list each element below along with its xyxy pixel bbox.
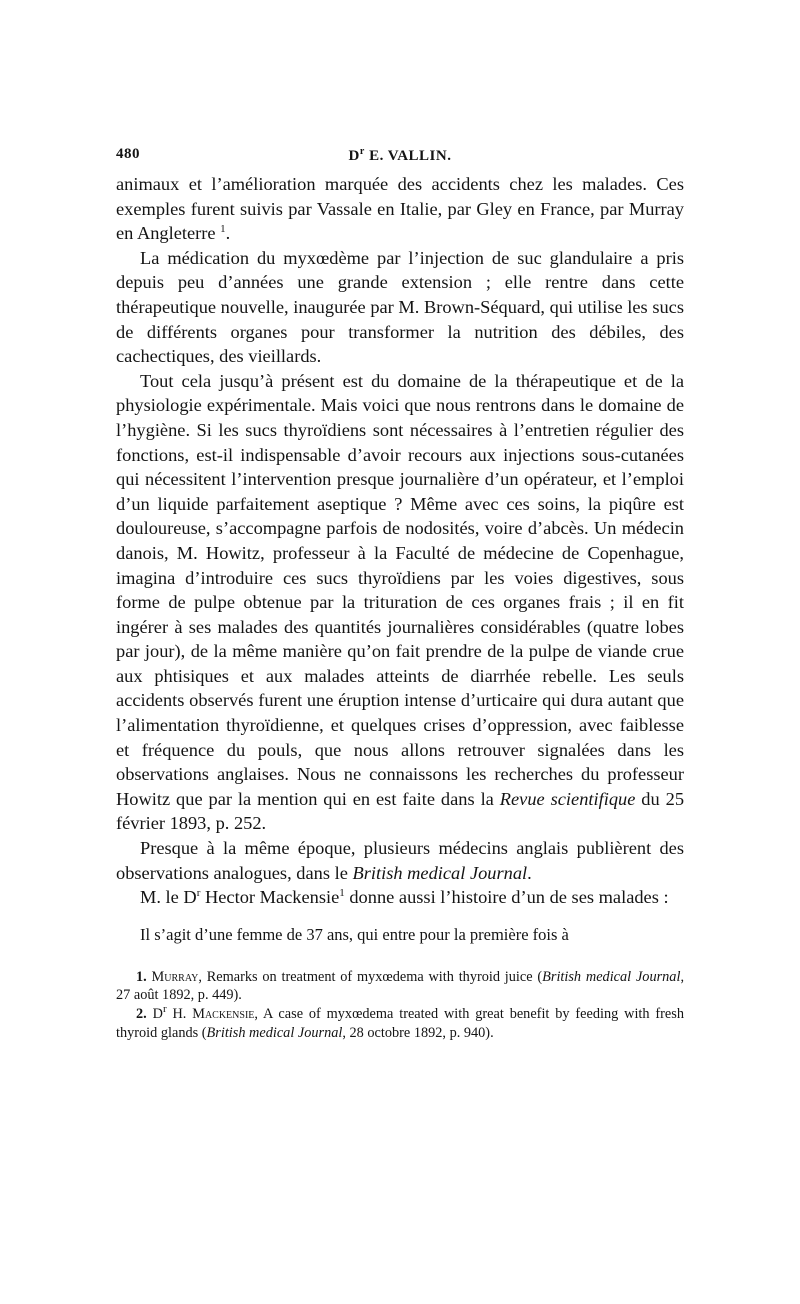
text-run: Hector Mackensie — [200, 887, 340, 908]
italic-title: British medical Journal — [542, 968, 681, 985]
paragraph — [116, 885, 684, 910]
italic-title: British medical Journal — [206, 1024, 343, 1041]
footnote-reference: 1 — [339, 887, 345, 900]
author-name: Mackensie — [192, 1006, 255, 1022]
text-run: , A case of myxœdema treated with great benefit by feeding with fresh thyroid glands ( — [116, 1006, 684, 1041]
footnote — [116, 968, 684, 1005]
paragraph — [116, 246, 684, 369]
paragraph — [116, 369, 684, 836]
italic-title: British medical Journal — [352, 862, 528, 883]
footnote-reference: 1 — [220, 223, 226, 236]
paragraph — [116, 836, 684, 885]
superscript: r — [162, 1003, 167, 1016]
page-number: 480 — [116, 146, 140, 162]
text-run: du 25 février 1893, p. 252. — [116, 788, 685, 834]
italic-title: Revue scientifique — [499, 788, 636, 809]
author-prefix-sup: r — [359, 146, 365, 157]
quoted-observation — [116, 924, 684, 946]
footnote-number: 2. — [136, 1006, 147, 1022]
footnote-number: 1. — [136, 968, 147, 985]
author-name: E. VALLIN. — [369, 148, 452, 164]
text-run: D — [152, 1006, 163, 1022]
running-title — [116, 146, 684, 165]
text-run: H. — [166, 1006, 193, 1022]
text-run: animaux et l’amélioration marquée des accidents chez les malades. Ces exemples furent suivis par Vassale en Italie, par Gley en France, par Murray en Angleterre — [116, 174, 684, 244]
text-run: , 27 août 1892, p. 449). — [116, 968, 685, 1004]
text-run: Presque à la même époque, plusieurs médecins anglais publièrent des observations analogues, dans le — [116, 838, 684, 883]
text-run: Il s’agit d’une femme de 37 ans, qui entre pour la première fois à — [140, 924, 569, 944]
superscript: r — [196, 887, 201, 900]
footnote — [116, 1005, 684, 1042]
author-name: Murray — [151, 968, 199, 985]
text-run: . — [527, 862, 532, 883]
text-run: , 28 octobre 1892, p. 940). — [342, 1024, 494, 1041]
text-run: , Remarks on treatment of myxœdema with thyroid juice ( — [198, 968, 543, 985]
text-run: La médication du myxœdème par l’injection de suc glandulaire a pris depuis peu d’années une grande extension ; elle rentre dans cette thérapeutique nouvelle, inaugurée par M. Brown-Séquard, qui utilise les sucs de différents organes pour transformer la nutrition des débiles, des cachectiques, des vieillards. — [116, 247, 684, 367]
body-text — [116, 172, 684, 910]
text-run: donne aussi l’histoire d’un de ses malades : — [344, 887, 669, 908]
book-page — [116, 142, 684, 1042]
footnotes — [116, 968, 684, 1042]
running-head — [116, 142, 684, 168]
paragraph — [116, 172, 684, 246]
text-run: . — [225, 223, 231, 244]
text-run: Tout cela jusqu’à présent est du domaine de la thérapeutique et de la physiologie expérimentale. Mais voici que nous rentrons dans le domaine de l’hygiène. Si les sucs thyroïdiens sont nécessaires à l’entretien régulier des fonctions, est-il indispensable d’avoir recours aux injections sous-cutanées qui nécessitent l’intervention presque journalière d’un opérateur, et l’emploi d’un liquide parfaitement aseptique ? Même avec ces soins, la piqûre est douloureuse, s’accompagne parfois de nodosités, voire d’abcès. Un médecin danois, M. Howitz, professeur à la Faculté de médecine de Copenhague, imagina d’introduire ces sucs thyroïdiens par les voies digestives, sous forme de pulpe obtenue par la trituration de ces organes frais ; il en fit ingérer à ses malades des quantités journalières considérables (quatre lobes par jour), de la même manière qu’on fait prendre de la pulpe de viande crue aux phtisiques et aux malades atteints de diarrhée rebelle. Les seuls accidents observés furent une éruption intense d’urticaire qui dura autant que l’alimentation thyroïdienne, et quelques crises d’oppression, avec faiblesse et fréquence du pouls, que nous allons retrouver signalées dans les observations anglaises. Nous ne connaissons les recherches du professeur Howitz que par la mention qui en est faite dans la — [116, 370, 684, 809]
author-prefix: D — [348, 148, 360, 164]
text-run: M. le D — [140, 887, 197, 908]
